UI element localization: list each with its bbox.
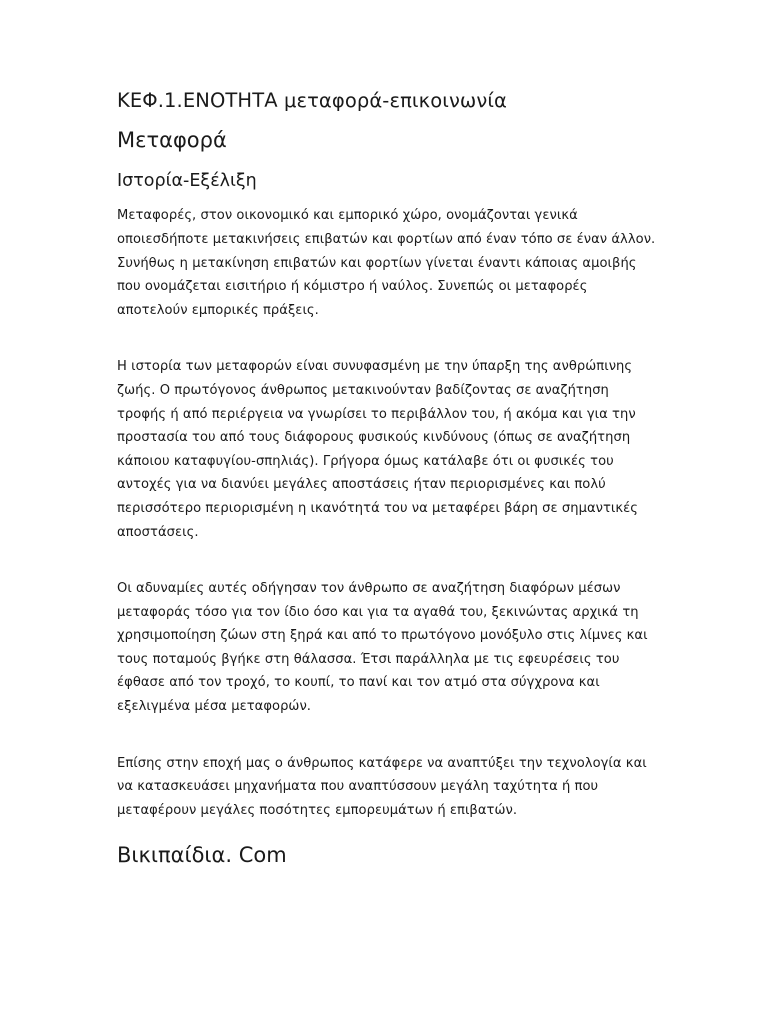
paragraph-means-of-transport: Οι αδυναμίες αυτές οδήγησαν τον άνθρωπο σε αναζήτηση διαφόρων μέσων μεταφοράς τόσο για τον ίδιο όσο και για τα αγαθά του, ξεκινώντας αρχικά τη χρησιμοποίηση ζώων στη ξηρά και από το πρωτόγονο μονόξυλο στις λίμνες και τους ποταμούς βγήκε στη θάλασσα. Έτσι παράλληλα με τις εφευρέσεις του έφθασε από τον τροχό, το κουπί, το πανί και τον ατμό στα σύγχρονα και εξελιγμένα μέσα μεταφορών. [117,581,648,715]
paragraph-history: Η ιστορία των μεταφορών είναι συνυφασμένη με την ύπαρξη της ανθρώπινης ζωής. Ο πρωτόγονος άνθρωπος μετακινούνταν βαδίζοντας σε αναζήτηση τροφής ή από περιέργεια να γνωρίσει το περιβάλλον του, ή ακόμα και για την προστασία του από τους διάφορους φυσικούς κινδύνους (όπως σε αναζήτηση κάποιου καταφυγίου-σπηλιάς). Γρήγορα όμως κατάλαβε ότι οι φυσικές του αντοχές για να διανύει μεγάλες αποστάσεις ήταν περιορισμένες και πολύ περισσότερο περιορισμένη η ικανότητά του να μεταφέρει βάρη σε σημαντικές αποστάσεις. [117,359,639,540]
subsection-title: Ιστορία-Εξέλιξη [117,170,257,191]
chapter-title: ΚΕΦ.1.ΕΝΟΤΗΤΑ μεταφορά-επικοινωνία [117,89,508,112]
paragraph-definition: Μεταφορές, στον οικονομικό και εμπορικό χώρο, ονομάζονται γενικά οποιεσδήποτε μετακινήσεις επιβατών και φορτίων από έναν τόπο σε έναν άλλον. Συνήθως η μετακίνηση επιβατών και φορτίων γίνεται έναντι κάποιας αμοιβής που ονομάζεται εισιτήριο ή κόμιστρο ή ναύλος. Συνεπώς οι μεταφορές αποτελούν εμπορικές πράξεις. [117,208,656,318]
section-title: Μεταφορά [117,128,227,153]
document-content [117,88,657,870]
paragraph-modern-era: Επίσης στην εποχή μας ο άνθρωπος κατάφερε να αναπτύξει την τεχνολογία και να κατασκευάσει μηχανήματα που αναπτύσσουν μεγάλη ταχύτητα ή που μεταφέρουν μεγάλες ποσότητες εμπορευμάτων ή επιβατών. [117,755,647,818]
source-credit: Βικιπαίδια. Com [117,843,287,868]
